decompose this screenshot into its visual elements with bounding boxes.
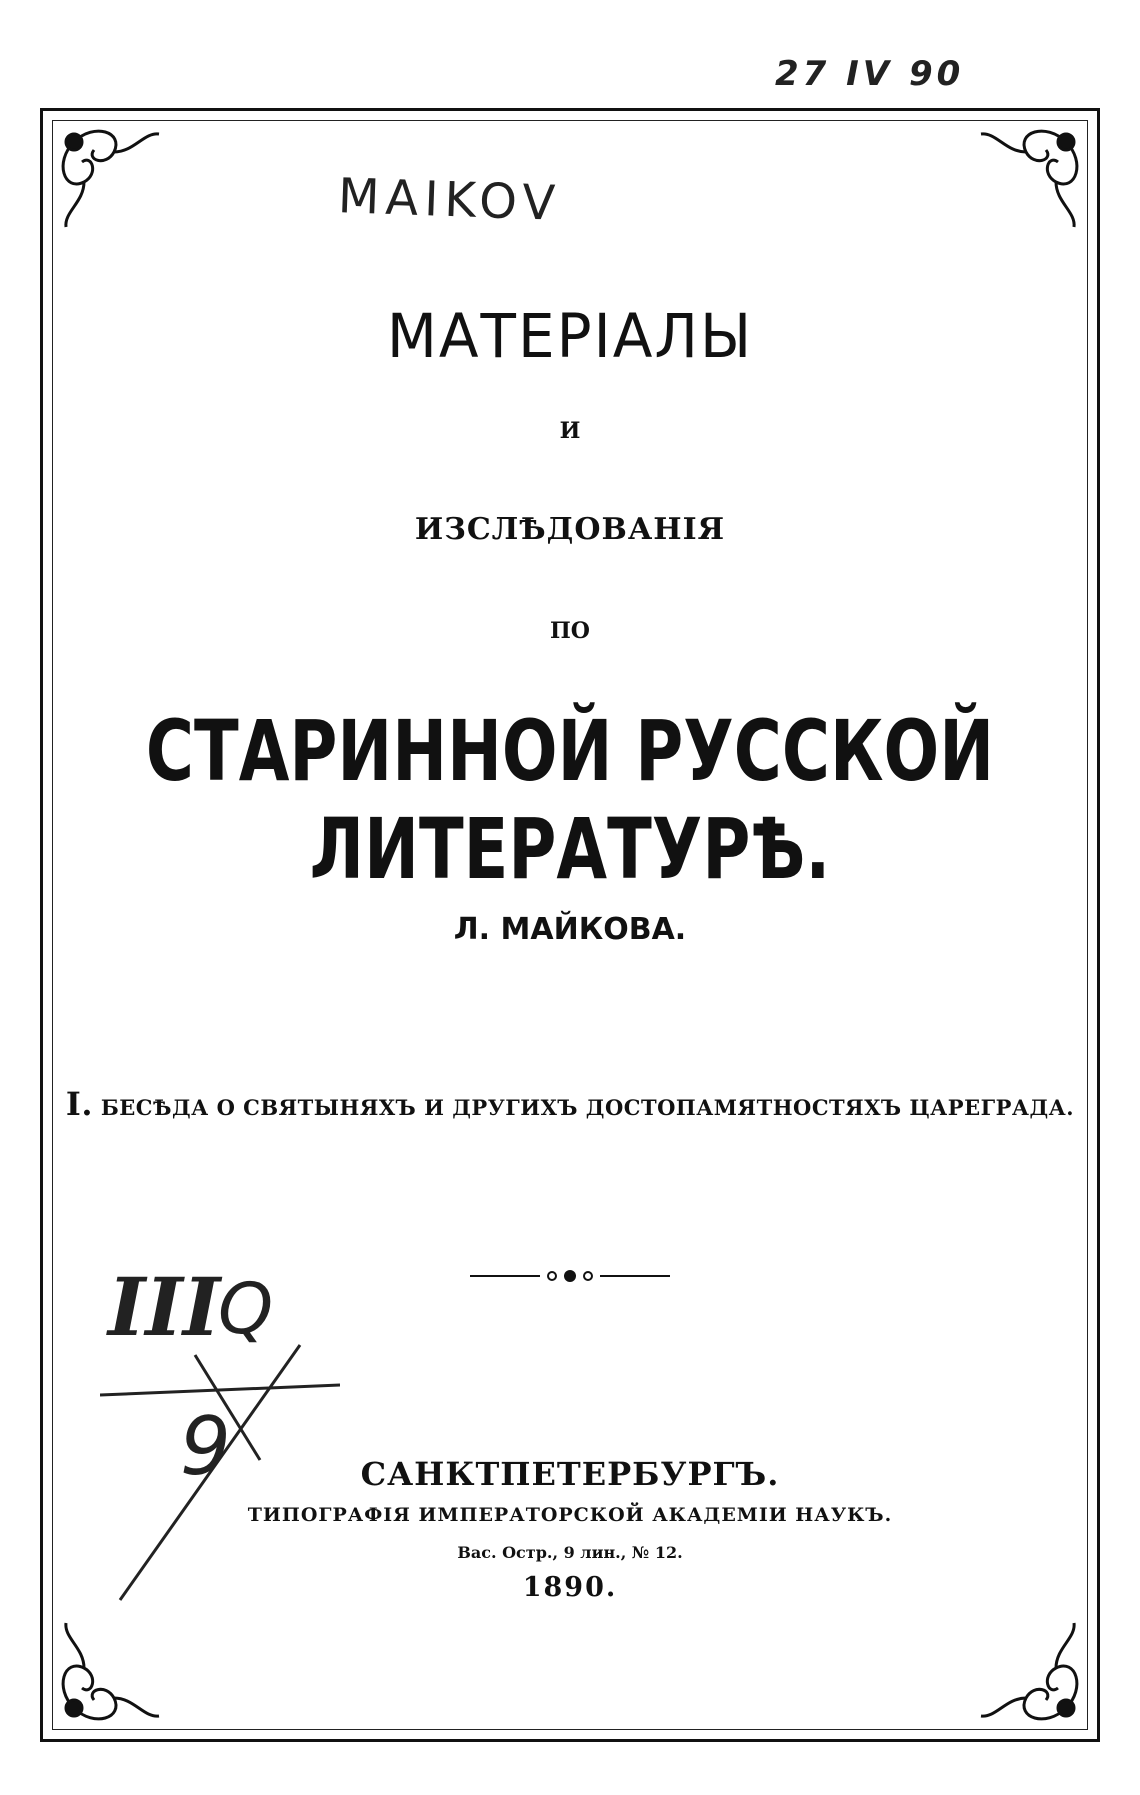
title-preposition: ПО: [550, 618, 590, 644]
shelfmark-roman: III: [108, 1260, 221, 1354]
corner-ornament-bottom-right: [976, 1618, 1096, 1738]
handwritten-author-name: MAIKOV: [337, 168, 562, 232]
shelfmark-annotation: [100, 1260, 340, 1620]
accession-date-mark: 27 IV 90: [775, 54, 965, 94]
imprint-address: Вас. Остр., 9 лин., № 12.: [457, 1543, 683, 1562]
corner-ornament-bottom-left: [44, 1618, 164, 1738]
imprint-year: 1890.: [522, 1572, 618, 1603]
shelfmark-number: 9: [180, 1400, 231, 1493]
part-title: БЕСѢДА О СВЯТЫНЯХЪ И ДРУГИХЪ ДОСТОПАМЯТНОСТЯХЪ ЦАРЕГРАДА.: [100, 1095, 1075, 1120]
corner-ornament-top-right: [976, 112, 1096, 232]
corner-ornament-top-left: [44, 112, 164, 232]
title-conjunction: И: [559, 418, 581, 444]
imprint-city: САНКТПЕТЕРБУРГЪ.: [360, 1455, 780, 1493]
imprint-printer: ТИПОГРАФІЯ ИМПЕРАТОРСКОЙ АКАДЕМІИ НАУКЪ.: [247, 1504, 893, 1526]
divider-ornament: [470, 1268, 670, 1284]
shelfmark-letter: Q: [218, 1268, 274, 1350]
title-line-3: СТАРИННОЙ РУССКОЙ ЛИТЕРАТУРѢ.: [145, 702, 995, 898]
title-line-1: МАТЕРІАЛЫ: [386, 300, 754, 372]
part-number: I.: [65, 1085, 94, 1123]
part-heading: [0, 1085, 1140, 1123]
title-line-2: ИЗСЛѢДОВАНІЯ: [414, 512, 726, 547]
author-name: Л. МАЙКОВА.: [453, 912, 687, 947]
